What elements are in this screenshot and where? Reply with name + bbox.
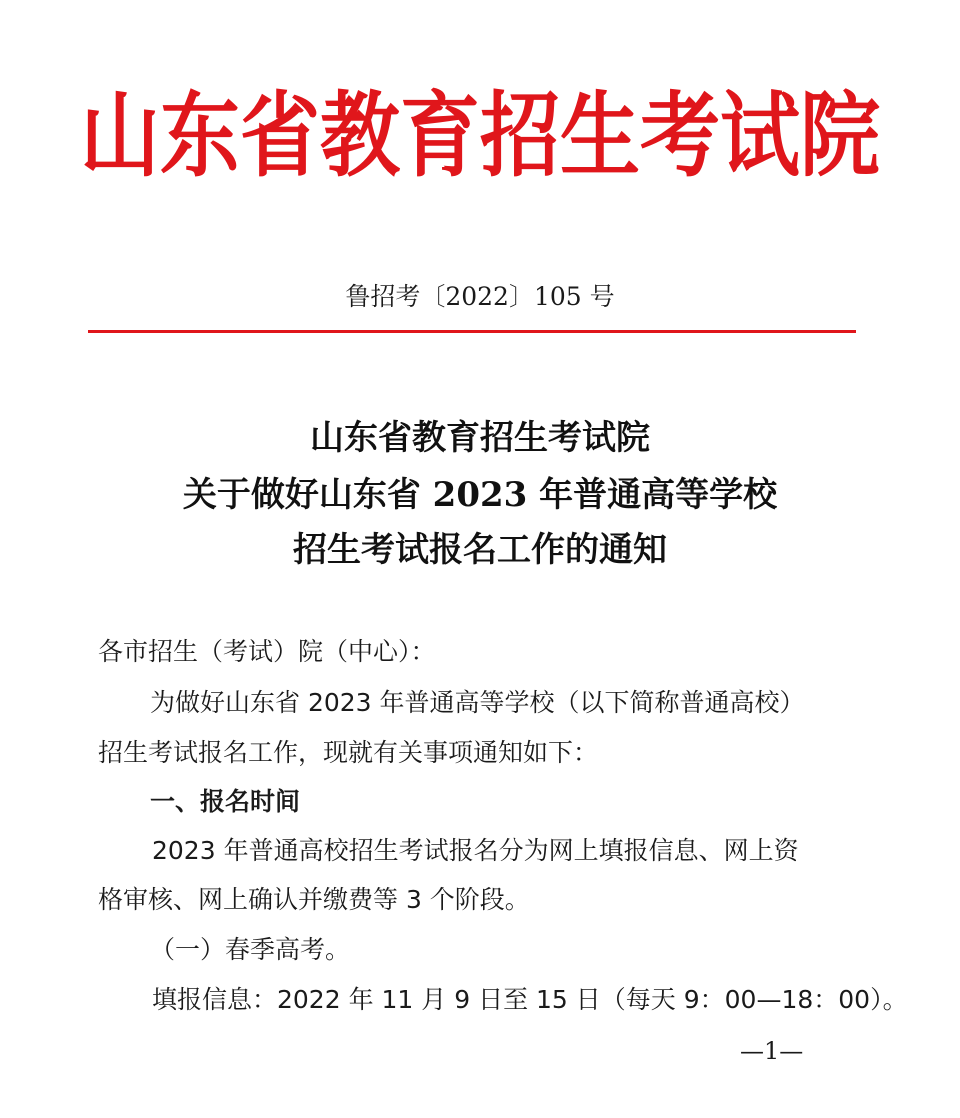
issuing-authority-masthead: 山东省教育招生考试院 (80, 81, 880, 190)
fill-info-dates: 填报信息：2022 年 11 月 9 日至 15 日（每天 9：00—18：00）。 (152, 985, 908, 1014)
section-heading-registration-time: 一、报名时间 (150, 787, 301, 816)
subsection-heading-spring-exam: （一）春季高考。 (150, 935, 351, 964)
document-title-line-1: 山东省教育招生考试院 (310, 418, 650, 458)
document-title-line-2: 关于做好山东省 2023 年普通高等学校 (182, 475, 778, 515)
section-paragraph-line-1: 2023 年普通高校招生考试报名分为网上填报信息、网上资 (152, 836, 799, 865)
page-number: —1— (740, 1037, 804, 1065)
red-divider-line (88, 330, 856, 333)
document-number: 鲁招考〔2022〕105 号 (345, 282, 615, 311)
intro-paragraph-line-2: 招生考试报名工作，现就有关事项通知如下： (98, 738, 599, 767)
salutation: 各市招生（考试）院（中心）： (98, 637, 436, 666)
document-title-line-3: 招生考试报名工作的通知 (293, 530, 667, 570)
section-paragraph-line-2: 格审核、网上确认并缴费等 3 个阶段。 (98, 885, 530, 914)
intro-paragraph-line-1: 为做好山东省 2023 年普通高等学校（以下简称普通高校） (150, 688, 805, 717)
